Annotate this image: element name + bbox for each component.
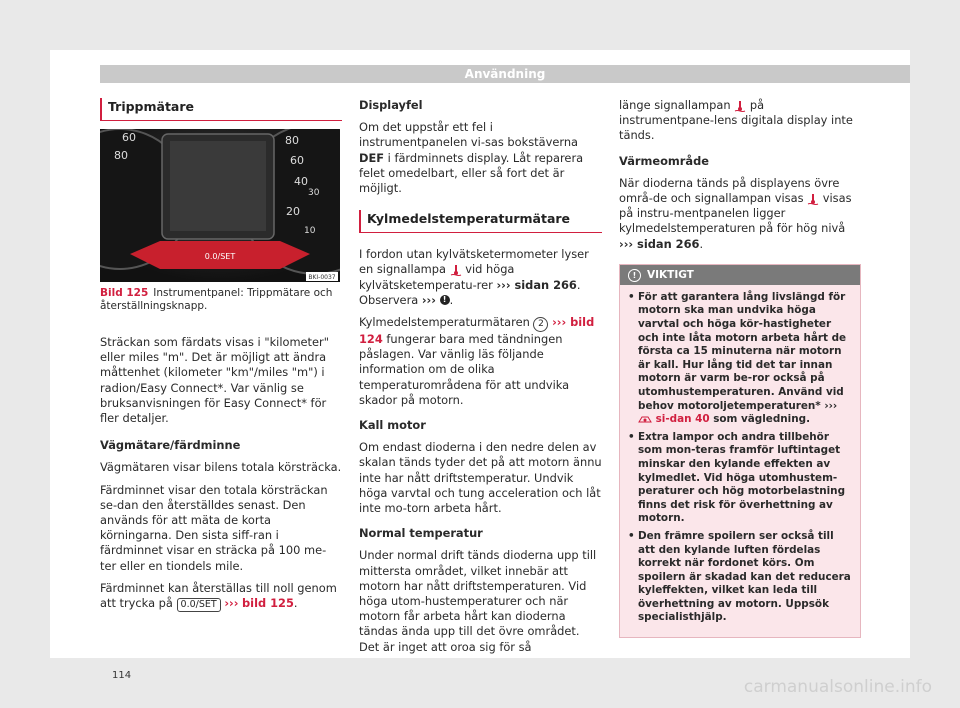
ref-sidan-40[interactable]: si-dan 40 (655, 413, 710, 426)
watermark: carmanualsonline.info (743, 677, 932, 697)
section-title-coolant: Kylmedelstemperaturmätare (359, 210, 602, 233)
coolant-warning-icon (450, 264, 462, 276)
column-2 (359, 98, 602, 662)
para-heat-range: När dioderna tänds på displayens övre områ-de och signallampan visas visas på instru-mentpanelen ligger kylmedelstemperaturen på för hög nivå ››› sidan 266. (619, 175, 852, 251)
figure-caption-text: Instrumentpanel: Trippmätare och återställningsknapp. (100, 287, 333, 312)
dial-right-30: 30 (308, 188, 320, 198)
dial-right-80: 80 (285, 134, 299, 147)
warning-item: • För att garantera lång livslängd för motorn ska man undvika höga varvtal och höga kör-hastigheter och inte låta motorn arbeta hårt de första ca 15 minuterna när motorn är kall. Hur lång tid det tar innan motorn är varm be-ror också på utomhustemperaturen. Använd vid behov motoroljetemperaturen* ››› si-dan 40 som vägledning. (628, 291, 852, 427)
sub-display-error: Displayfel (359, 98, 423, 112)
ref-sidan-266-b[interactable]: ››› sidan 266 (619, 236, 700, 251)
para-cold-engine: Om endast dioderna i den nedre delen av skalan tänds tyder det på att motorn ännu inte har nått driftstemperatur. Undvik höga varvtal och tung acceleration och låt inte mo-torn arbeta hårt. (359, 440, 602, 516)
warning-list (620, 285, 860, 637)
para-distance-units: Sträckan som färdats visas i "kilometer" eller miles "m". Det är möjligt att ändra måttenhet (kilometer "km"/miles "m") i radion/Easy Connect*. Var vänlig se bruksanvisningen för Easy Connect* för fler detaljer. (100, 335, 329, 426)
column-1 (100, 98, 342, 619)
para-coolant-lamp: I fordon utan kylvätsketermometer lyser en signallampa vid höga kylvätsketemperatu-rer ››› sidan 266. Observera ››› ! . (359, 247, 589, 307)
section-header: Användning (100, 65, 910, 83)
para-cont: länge signallampan på instrumentpane-lens digitala display inte tänds. (619, 98, 853, 143)
warning-icon: ! (440, 295, 450, 305)
reset-key: 0.0/SET (177, 598, 221, 612)
column-3 (619, 98, 861, 638)
warning-box (619, 264, 861, 638)
instrument-panel-figure (100, 129, 340, 282)
instrument-panel-illustration (100, 129, 340, 282)
dial-left-80: 80 (114, 149, 128, 162)
sub-cold-engine: Kall motor (359, 418, 426, 433)
reset-button-label: 0.0/SET (204, 252, 236, 261)
figure-caption (100, 287, 342, 313)
dial-right-20: 20 (286, 205, 300, 218)
ref-bild-124[interactable]: ››› bild 124 (359, 315, 595, 347)
para-odometer: Vägmätaren visar bilens totala körsträcka. (100, 460, 342, 475)
ref-bild-125[interactable]: bild 125 (242, 596, 294, 611)
dial-right-10: 10 (304, 226, 316, 236)
dial-left-60: 60 (122, 131, 136, 144)
gauge-number: 2 (533, 317, 548, 332)
figure-code: BKI-0037 (308, 274, 336, 281)
manual-page (50, 50, 910, 681)
sub-odometer: Vägmätare/färdminne (100, 438, 241, 453)
para-normal-temp: Under normal drift tänds dioderna upp till mittersta området, vilket innebär att motorn har nått driftstemperaturen. Vid höga utom-hustemperaturer och när motorn får arbeta hårt kan dioderna tändas ända upp till det övre området. Det är inget att oroa sig för så (359, 548, 597, 654)
page-number: 114 (112, 670, 132, 681)
sub-normal-temp: Normal temperatur (359, 526, 483, 541)
caution-icon: ! (628, 269, 641, 282)
para-display-error: Om det uppstår ett fel i instrumentpanelen vi-sas bokstäverna DEF i färdminnets display. Låt reparera felet omedelbart, eller så fort det är möjligt. (359, 120, 584, 196)
warning-item: • Den främre spoilern ser också till att den kylande luften fördelas korrekt när fordonet körs. Om spoilern är skadad kan det reducera kyleffekten, vilket kan leda till överhettning av motorn. Uppsök specialisthjälp. (628, 530, 852, 625)
section-title-trippmatare: Trippmätare (100, 98, 342, 121)
sub-heat-range: Värmeområde (619, 153, 709, 168)
para-reset: Färdminnet kan återställas till noll genom att trycka på 0.0/SET ››› bild 125. (100, 580, 337, 611)
warning-item: • Extra lampor och andra tillbehör som mon-teras framför luftintaget minskar den kylande effekten av kylmedlet. Vid höga utomhustem-peraturer och hög motorbelastning finns det risk för överhettning av motorn. (628, 431, 852, 526)
coolant-warning-icon (734, 100, 746, 112)
ref-sidan-266[interactable]: ››› sidan 266 (496, 277, 577, 292)
dial-right-60: 60 (290, 154, 304, 167)
oil-temp-icon (638, 414, 652, 424)
warning-box-header: ! VIKTIGT (620, 265, 860, 285)
coolant-warning-icon (807, 193, 819, 205)
para-coolant-gauge: Kylmedelstemperaturmätaren 2 ››› bild 124 fungerar bara med tändningen påslagen. Var vänlig läs följande information om de olika temperaturområdena för att undvika skador på motorn. (359, 315, 595, 407)
dial-right-40: 40 (294, 175, 308, 188)
para-tripmeter: Färdminnet visar den totala körsträckan se-dan den återställdes senast. Den används för att mäta de korta körningarna. Den sista siff-ran i färdminnet visar en sträcka på 100 me-ter eller en tiondels mile. (100, 482, 328, 573)
figure-label: Bild 125 (100, 287, 149, 299)
